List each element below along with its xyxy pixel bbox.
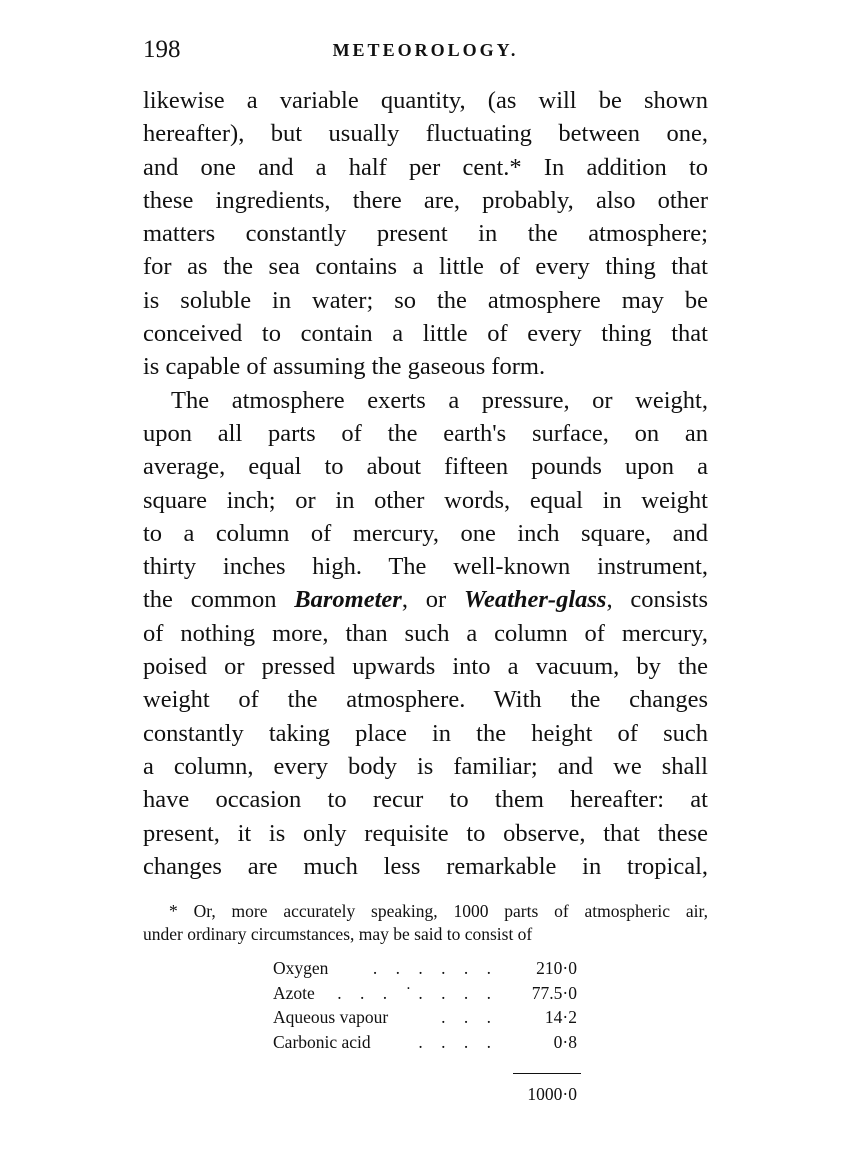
text-line: is capable of assuming the gaseous form. [143, 353, 546, 381]
text-line: these ingredients, there are, probably, also other [143, 186, 708, 214]
text-line: thirty inches high. The well-known instrument, [143, 553, 708, 581]
text-line: poised or pressed upwards into a vacuum, by the [143, 653, 708, 681]
component-name: Carbonic acid [273, 1031, 371, 1052]
text-line: have occasion to recur to them hereafter: at [143, 786, 708, 814]
component-name: Oxygen [273, 958, 329, 978]
leader-dots: . . . . [418, 1031, 498, 1052]
text-line: to a column of mercury, one inch square, and [143, 519, 708, 547]
text-line: likewise a variable quantity, (as will be shown [143, 87, 708, 114]
text-line: weight of the atmosphere. With the changes [143, 686, 708, 714]
text-line: a column, every body is familiar; and we shall [143, 752, 708, 780]
total-value: 1000·0 [527, 1084, 577, 1104]
text-line: square inch; or in other words, equal in weight [143, 486, 708, 514]
text-line: constantly taking place in the height of such [143, 719, 708, 747]
table-row [273, 956, 593, 981]
text-run: the common [143, 586, 277, 614]
text-line: changes are much less remarkable in tropical, [143, 852, 708, 880]
footnote [143, 900, 708, 946]
table-row [273, 1005, 593, 1030]
leader-dots: . . . [441, 1007, 498, 1027]
body-text [143, 84, 708, 883]
footnote-line: under ordinary circumstances, may be said to consist of [143, 924, 533, 944]
text-line: average, equal to about fifteen pounds upon a [143, 453, 708, 481]
table-row [273, 1030, 593, 1055]
component-name: Aqueous vapour [273, 1007, 389, 1027]
text-line: conceived to contain a little of every thing that [143, 320, 708, 348]
leader-dots: . . . . . . [372, 958, 498, 978]
component-value: 210·0 [536, 958, 577, 978]
text-line: and one and a half per cent.* In addition to [143, 153, 708, 181]
table-row [273, 981, 593, 1006]
sum-rule [513, 1073, 581, 1074]
composition-table [273, 956, 593, 1104]
italic-term-weather-glass: Weather-glass [464, 586, 607, 614]
text-line-with-italics [143, 583, 708, 616]
component-value: 0·8 [553, 1031, 577, 1052]
italic-term-barometer: Barometer [294, 586, 402, 614]
paragraph-start-line: The atmosphere exerts a pressure, or weight, [171, 386, 708, 414]
text-line: for as the sea contains a little of every thing that [143, 253, 708, 281]
component-name: Azote [273, 982, 315, 1003]
text-line: matters constantly present in the atmosphere; [143, 220, 708, 248]
component-value: 77.5·0 [531, 982, 577, 1003]
page-header [143, 36, 708, 70]
component-value: 14·2 [544, 1007, 577, 1027]
leader-dots: . . . ˙. . . . [337, 982, 498, 1003]
running-head: METEOROLOGY. [332, 40, 519, 60]
text-run: , consists [606, 586, 708, 614]
text-line: of nothing more, than such a column of mercury, [143, 619, 708, 647]
text-line: is soluble in water; so the atmosphere may be [143, 286, 708, 314]
text-line: upon all parts of the earth's surface, on an [143, 419, 708, 447]
text-run: , or [401, 586, 447, 614]
footnote-line: * Or, more accurately speaking, 1000 parts of atmospheric air, [169, 901, 708, 921]
page-number: 198 [143, 36, 181, 63]
text-line: present, it is only requisite to observe, that these [143, 819, 708, 847]
text-line: hereafter), but usually fluctuating between one, [143, 120, 708, 148]
